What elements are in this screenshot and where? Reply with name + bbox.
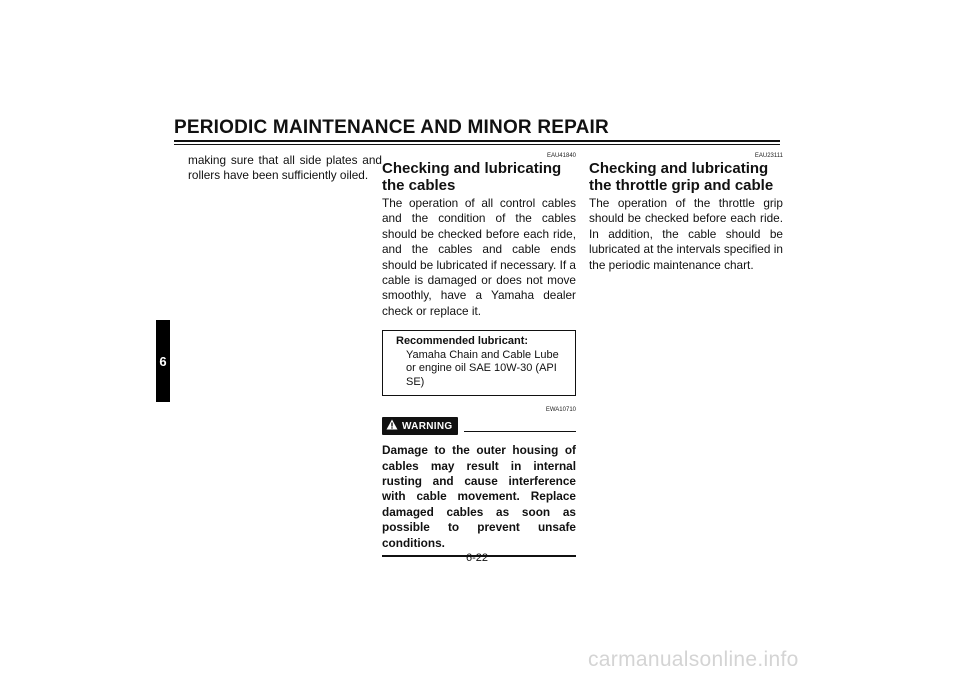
column-3 (589, 153, 783, 273)
section-code: EAU23111 (754, 153, 783, 159)
section-heading-cables: Checking and lubricating the cables (382, 160, 562, 194)
warning-code: EWA10710 (545, 407, 576, 414)
lubricant-title: Recommended lubricant: (396, 335, 529, 348)
chapter-number: 6 (159, 353, 167, 369)
section-body-cables: The operation of all control cables and the condition of the cables should be checked before each ride, and the cables and cable ends should be lubricated if necessary. If a cable is damaged or does not move smoothly, have a Yamaha dealer check or replace it. (382, 196, 576, 318)
watermark: carmanualsonline.info (588, 648, 799, 671)
column-1 (188, 153, 382, 184)
continued-paragraph: making sure that all side plates and rollers have been sufficiently oiled. (188, 153, 382, 183)
page-number: 6-22 (466, 552, 489, 564)
warning-rule (464, 431, 576, 432)
page-header-title: PERIODIC MAINTENANCE AND MINOR REPAIR (174, 117, 609, 138)
header-rule-thick (174, 140, 780, 142)
warning-text: Damage to the outer housing of cables may result in internal rusting and cause interference with cable movement. Replace damaged cables as soon as possible to prevent unsafe conditions. (382, 443, 576, 557)
column-2 (382, 153, 576, 557)
header-rule-thin (174, 144, 780, 145)
lubricant-text: Yamaha Chain and Cable Lube or engine oil SAE 10W-30 (API SE) (406, 348, 559, 388)
warning-badge (382, 417, 458, 435)
warning-triangle-icon (386, 419, 398, 433)
section-heading-throttle: Checking and lubricating the throttle grip and cable (589, 160, 774, 194)
recommended-lubricant-box (382, 330, 576, 396)
warning-header (382, 417, 576, 435)
warning-label: WARNING (402, 420, 453, 432)
chapter-side-tab (156, 320, 170, 402)
section-body-throttle: The operation of the throttle grip should be checked before each ride. In addition, the cable should be lubricated at the intervals specified in the periodic maintenance chart. (589, 196, 783, 272)
section-code: EAU41840 (546, 153, 576, 159)
